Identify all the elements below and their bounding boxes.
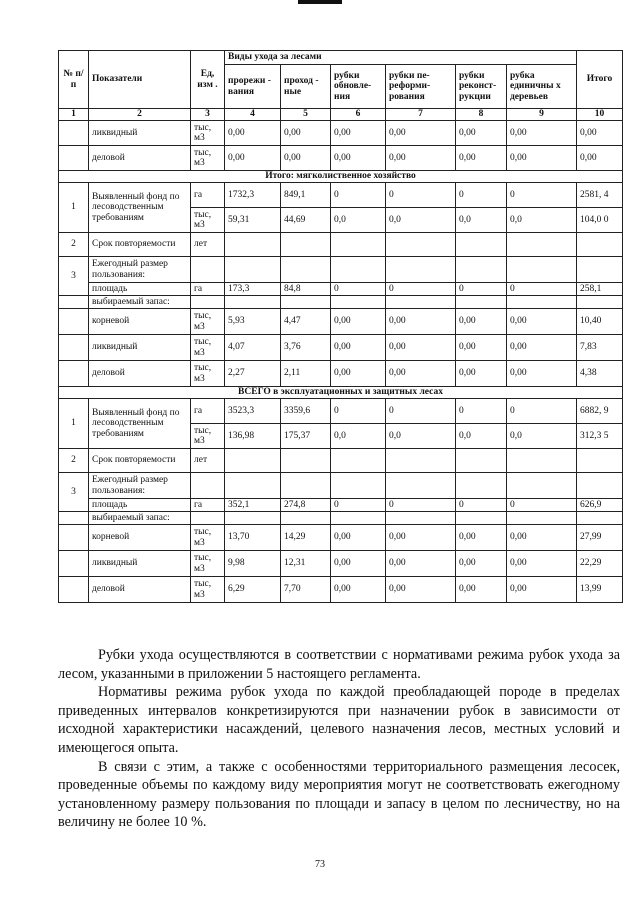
- row-label: Выявленный фонд по лесоводственным требованиям: [89, 399, 191, 449]
- cell: 175,37: [281, 424, 331, 449]
- cell: 0,0: [386, 208, 456, 233]
- col-header-type: рубки обновле- ния: [331, 65, 386, 109]
- cell: 0,00: [331, 335, 386, 361]
- cell: 0,0: [456, 424, 507, 449]
- cell: 0,00: [507, 551, 577, 577]
- cell: 0,00: [331, 146, 386, 171]
- cell: 0,00: [225, 146, 281, 171]
- cell: 10,40: [577, 309, 623, 335]
- col-index: 1: [59, 109, 89, 121]
- cell: 0,00: [331, 309, 386, 335]
- cell: 258,1: [577, 283, 623, 296]
- row-number: 3: [59, 473, 89, 512]
- body-text: [58, 646, 620, 832]
- row-number: 1: [59, 399, 89, 449]
- cell: 0,00: [386, 577, 456, 603]
- row-unit: лет: [191, 449, 225, 473]
- col-index: 7: [386, 109, 456, 121]
- cell: 3359,6: [281, 399, 331, 424]
- cell: 104,0 0: [577, 208, 623, 233]
- cell: 0,00: [577, 146, 623, 171]
- row-unit: га: [191, 399, 225, 424]
- cell: 0: [507, 499, 577, 512]
- col-header-group: Виды ухода за лесами: [225, 51, 577, 65]
- cell: 0: [456, 399, 507, 424]
- table-row: [59, 399, 623, 424]
- col-index: 9: [507, 109, 577, 121]
- cell: 4,07: [225, 335, 281, 361]
- cell: 0: [456, 499, 507, 512]
- row-number: 2: [59, 449, 89, 473]
- cell: 0,00: [331, 551, 386, 577]
- cell: 0: [331, 283, 386, 296]
- row-label: площадь: [89, 499, 191, 512]
- col-index: 6: [331, 109, 386, 121]
- row-label: Выявленный фонд по лесоводственным требованиям: [89, 183, 191, 233]
- row-label: выбираемый запас:: [89, 512, 191, 525]
- cell: 0,00: [386, 335, 456, 361]
- col-header-unit: Ед, изм .: [191, 51, 225, 109]
- cell: 0,00: [331, 121, 386, 146]
- cell: 0,00: [507, 577, 577, 603]
- section-title: ВСЕГО в эксплуатационных и защитных лесах: [59, 387, 623, 399]
- cell: 0,0: [507, 424, 577, 449]
- cell: 0,0: [456, 208, 507, 233]
- cell: 0: [331, 399, 386, 424]
- table-row: [59, 499, 623, 512]
- row-unit: лет: [191, 233, 225, 257]
- table-row: [59, 121, 623, 146]
- cell: 0: [331, 499, 386, 512]
- table-row: [59, 449, 623, 473]
- table-row: [59, 525, 623, 551]
- row-label: ликвидный: [89, 121, 191, 146]
- col-index: 8: [456, 109, 507, 121]
- cell: 0,00: [386, 309, 456, 335]
- cell: 0,00: [386, 361, 456, 387]
- cell: 0,00: [456, 335, 507, 361]
- table-row: [59, 233, 623, 257]
- col-header-indicators: Показатели: [89, 51, 191, 109]
- row-unit: га: [191, 283, 225, 296]
- row-unit: тыс, м3: [191, 121, 225, 146]
- cell: 0,0: [331, 208, 386, 233]
- cell: 0,00: [331, 525, 386, 551]
- cell: 0,00: [577, 121, 623, 146]
- row-label: корневой: [89, 309, 191, 335]
- cell: 12,31: [281, 551, 331, 577]
- cell: 0,00: [386, 121, 456, 146]
- row-label: корневой: [89, 525, 191, 551]
- cell: 6,29: [225, 577, 281, 603]
- cell: 352,1: [225, 499, 281, 512]
- cell: 0,00: [225, 121, 281, 146]
- cell: 0,00: [331, 577, 386, 603]
- row-label: Срок повторяемости: [89, 449, 191, 473]
- row-unit: тыс, м3: [191, 146, 225, 171]
- cell: 274,8: [281, 499, 331, 512]
- cell: 0,00: [456, 577, 507, 603]
- row-label: Срок повторяемости: [89, 233, 191, 257]
- cell: 0,00: [507, 335, 577, 361]
- table-row: [59, 512, 623, 525]
- table-row: [59, 257, 623, 283]
- cell: 7,83: [577, 335, 623, 361]
- cell: 0,00: [386, 146, 456, 171]
- cell: 0,00: [507, 525, 577, 551]
- cell: 14,29: [281, 525, 331, 551]
- row-label: Ежегодный размер пользования:: [89, 473, 191, 499]
- cell: 0,00: [456, 309, 507, 335]
- table-row: [59, 473, 623, 499]
- section-title-row: [59, 387, 623, 399]
- row-number: 3: [59, 257, 89, 296]
- row-label: выбираемый запас:: [89, 296, 191, 309]
- paragraph: В связи с этим, а также с особенностями территориального размещения лесосек, проведенные объемы по каждому виду мероприятия могут не соответствовать ежегодному установленному размеру пользования по площади и запасу в целом по лесничеству, но на величину не более 10 %.: [58, 758, 620, 831]
- table-header: [59, 51, 623, 121]
- row-label: ликвидный: [89, 551, 191, 577]
- cell: 0: [456, 283, 507, 296]
- cell: 9,98: [225, 551, 281, 577]
- cell: 0,00: [456, 146, 507, 171]
- row-unit: га: [191, 183, 225, 208]
- cell: 13,70: [225, 525, 281, 551]
- cell: 3,76: [281, 335, 331, 361]
- row-label: деловой: [89, 577, 191, 603]
- row-number: 1: [59, 183, 89, 233]
- col-index: 3: [191, 109, 225, 121]
- cell: 0: [386, 399, 456, 424]
- cell: 2,11: [281, 361, 331, 387]
- row-unit: тыс, м3: [191, 525, 225, 551]
- cell: 4,38: [577, 361, 623, 387]
- col-header-type: проход - ные: [281, 65, 331, 109]
- cell: 1732,3: [225, 183, 281, 208]
- top-edge-mark: [298, 0, 342, 4]
- col-header-type: прорежи - вания: [225, 65, 281, 109]
- cell: 0,00: [507, 309, 577, 335]
- cell: 5,93: [225, 309, 281, 335]
- row-unit: тыс, м3: [191, 208, 225, 233]
- row-unit: тыс, м3: [191, 577, 225, 603]
- section-title-row: [59, 171, 623, 183]
- forest-care-table: [58, 50, 623, 603]
- cell: 84,8: [281, 283, 331, 296]
- row-label: Ежегодный размер пользования:: [89, 257, 191, 283]
- row-unit: тыс, м3: [191, 424, 225, 449]
- cell: 0: [507, 183, 577, 208]
- cell: 0,00: [507, 146, 577, 171]
- table-row: [59, 361, 623, 387]
- col-index: 5: [281, 109, 331, 121]
- cell: 0: [507, 283, 577, 296]
- table-row: [59, 296, 623, 309]
- table-row: [59, 183, 623, 208]
- cell: 173,3: [225, 283, 281, 296]
- row-unit: тыс, м3: [191, 551, 225, 577]
- row-number: 2: [59, 233, 89, 257]
- cell: 0,00: [456, 551, 507, 577]
- row-label: деловой: [89, 146, 191, 171]
- section-title: Итого: мягколиственное хозяйство: [59, 171, 623, 183]
- col-header-type: рубки реконст- рукции: [456, 65, 507, 109]
- cell: 0: [386, 183, 456, 208]
- cell: 7,70: [281, 577, 331, 603]
- cell: 27,99: [577, 525, 623, 551]
- cell: 0,00: [507, 361, 577, 387]
- cell: 0,00: [456, 361, 507, 387]
- col-index: 4: [225, 109, 281, 121]
- cell: 626,9: [577, 499, 623, 512]
- col-header-type: рубки пе- реформи- рования: [386, 65, 456, 109]
- cell: 0,00: [456, 121, 507, 146]
- table-row: [59, 309, 623, 335]
- col-index: 2: [89, 109, 191, 121]
- row-label: деловой: [89, 361, 191, 387]
- cell: 849,1: [281, 183, 331, 208]
- row-label: ликвидный: [89, 335, 191, 361]
- cell: 0,00: [281, 121, 331, 146]
- cell: 0: [331, 183, 386, 208]
- row-unit: тыс, м3: [191, 361, 225, 387]
- cell: 0: [386, 499, 456, 512]
- table-row: [59, 283, 623, 296]
- row-label: площадь: [89, 283, 191, 296]
- cell: 0,00: [331, 361, 386, 387]
- col-index: 10: [577, 109, 623, 121]
- table-row: [59, 577, 623, 603]
- table-body: [59, 121, 623, 603]
- cell: 3523,3: [225, 399, 281, 424]
- cell: 59,31: [225, 208, 281, 233]
- cell: 4,47: [281, 309, 331, 335]
- cell: 2,27: [225, 361, 281, 387]
- cell: 136,98: [225, 424, 281, 449]
- col-header-total: Итого: [577, 51, 623, 109]
- cell: 0,00: [456, 525, 507, 551]
- cell: 0,00: [507, 121, 577, 146]
- table-row: [59, 335, 623, 361]
- cell: 2581, 4: [577, 183, 623, 208]
- cell: 0: [456, 183, 507, 208]
- cell: 312,3 5: [577, 424, 623, 449]
- table-row: [59, 551, 623, 577]
- cell: 22,29: [577, 551, 623, 577]
- row-unit: тыс, м3: [191, 335, 225, 361]
- column-index-row: [59, 109, 623, 121]
- cell: 0,0: [331, 424, 386, 449]
- cell: 0,0: [386, 424, 456, 449]
- cell: 6882, 9: [577, 399, 623, 424]
- page-number: 73: [315, 859, 325, 870]
- cell: 0,00: [386, 551, 456, 577]
- paragraph: Рубки ухода осуществляются в соответствии с нормативами режима рубок ухода за лесом, указанными в приложении 5 настоящего регламента.: [58, 647, 620, 682]
- cell: 0: [507, 399, 577, 424]
- cell: 0,0: [507, 208, 577, 233]
- paragraph: Нормативы режима рубок ухода по каждой преобладающей породе в пределах приведенных интервалов конкретизируются при назначении рубок в зависимости от исходной характеристики насаждений, целевого назначения лесов, местных условий и имеющегося опыта.: [58, 684, 620, 756]
- row-unit: тыс, м3: [191, 309, 225, 335]
- cell: 0,00: [386, 525, 456, 551]
- table-row: [59, 146, 623, 171]
- row-unit: га: [191, 499, 225, 512]
- col-header-num: № п/п: [59, 51, 89, 109]
- cell: 13,99: [577, 577, 623, 603]
- cell: 0,00: [281, 146, 331, 171]
- cell: 44,69: [281, 208, 331, 233]
- cell: 0: [386, 283, 456, 296]
- col-header-type: рубка единичны х деревьев: [507, 65, 577, 109]
